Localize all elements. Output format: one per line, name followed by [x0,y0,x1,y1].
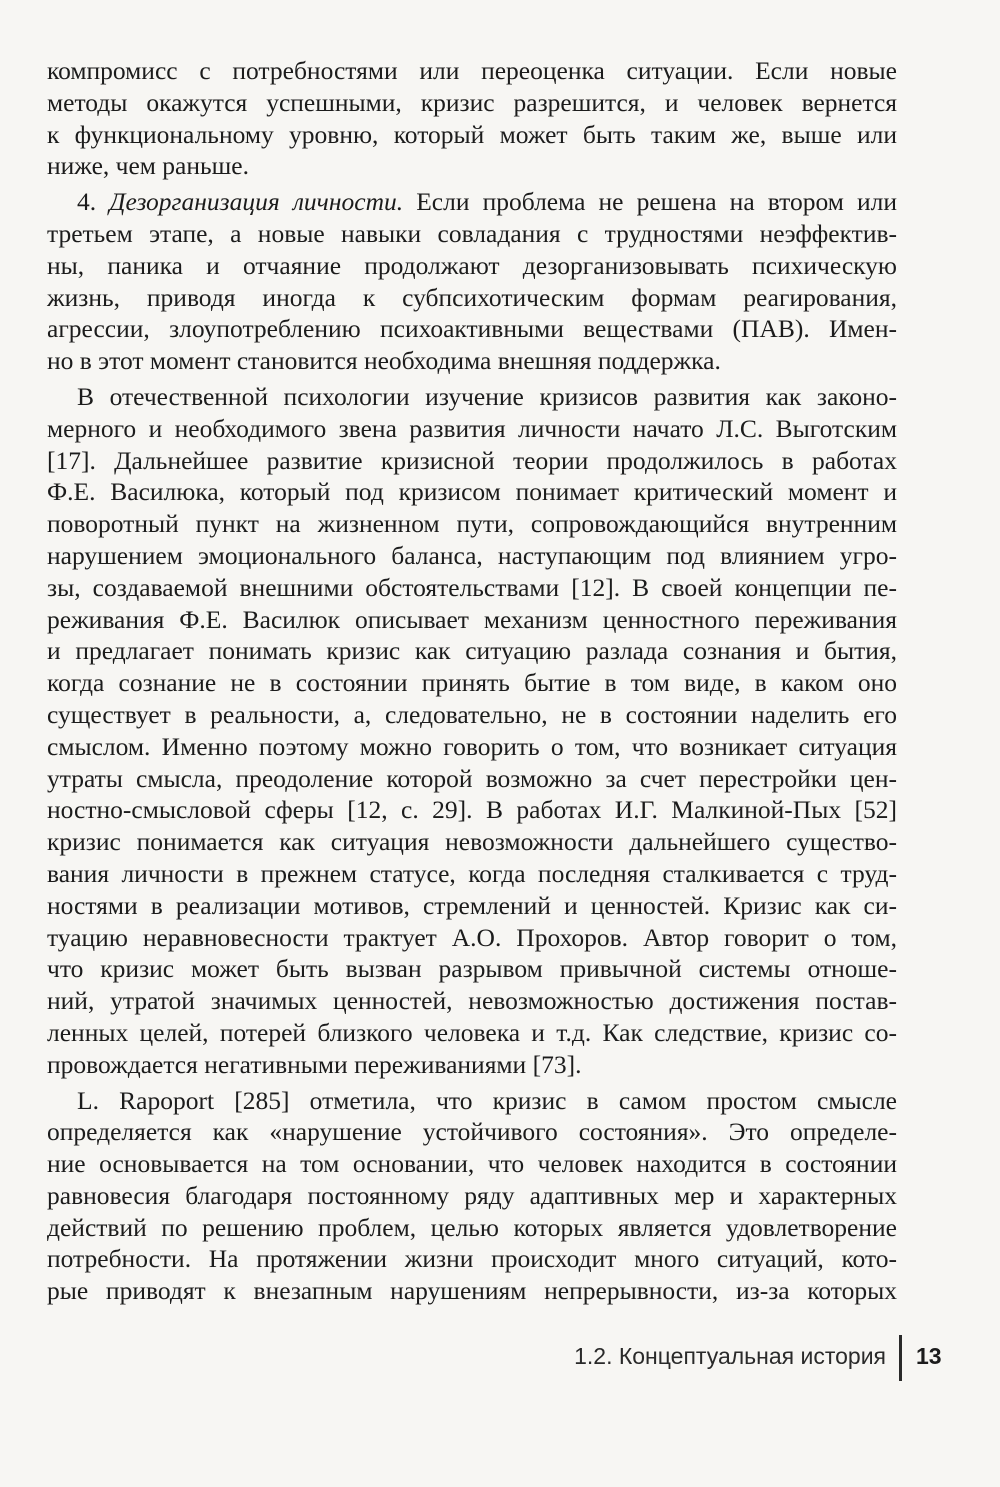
text-line: утраты смысла, преодоление которой возможно за счет перестройки цен- [47,763,897,793]
text-line [47,186,897,218]
paragraph-2 [47,186,897,377]
text-line: В отечественной психологии изучение кризисов развития как законо- [77,381,897,411]
text-line: компромисс с потребностями или переоценка ситуации. Если новые [47,56,897,85]
text-line: равновесия благодаря постоянному ряду адаптивных мер и характерных [47,1180,897,1210]
text-line: третьем этапе, а новые навыки совладания с трудностями неэффектив- [47,218,897,248]
text-line: провождается негативными переживаниями [73]. [47,1049,582,1079]
page-footer [0,1335,1000,1381]
text-line: L. Rapoport [285] отметила, что кризис в самом простом смысле [77,1085,897,1115]
text-line: [17]. Дальнейшее развитие кризисной теории продолжилось в работах [47,445,897,475]
text-line: и предлагает понимать кризис как ситуацию разлада сознания и бытия, [47,636,897,666]
list-number: 4. [77,187,97,217]
paragraph-1 [47,55,897,182]
text-line: ний, утратой значимых ценностей, невозможностью достижения постав- [47,986,897,1016]
text-line: поворотный пункт на жизненном пути, сопровождающийся внутренним [47,509,897,539]
text-line: ностно-смысловой сферы [12, с. 29]. В работах И.Г. Малкиной-Пых [52] [47,795,897,825]
text-line: потребности. На протяжении жизни происходит много ситуаций, кото- [47,1244,897,1274]
body-text [47,55,897,1311]
text-line: ностями в реализации мотивов, стремлений и ценностей. Кризис как си- [47,890,897,920]
text-line: зы, создаваемой внешними обстоятельствами [12]. В своей концепции пе- [47,572,897,602]
text-line: ны, паника и отчаяние продолжают дезорганизовывать психическую [47,250,897,280]
text-line: что кризис может быть вызван разрывом привычной системы отноше- [47,954,897,984]
text-line: ние основывается на том основании, что человек находится в состоянии [47,1149,897,1179]
text-line-rest: Если проблема не решена на втором или [416,187,897,217]
text-line: мерного и необходимого звена развития личности начато Л.С. Выготским [47,413,897,443]
text-line: агрессии, злоупотреблению психоактивными веществами (ПАВ). Имен- [47,314,897,344]
paragraph-4 [47,1085,897,1308]
text-line: когда сознание не в состоянии принять бытие в том виде, в каком оно [47,668,897,698]
text-line: к функциональному уровню, который может быть таким же, выше или [47,119,897,149]
text-line: вания личности в прежнем статусе, когда последняя сталкивается с труд- [47,858,897,888]
text-line: нарушением эмоционального баланса, наступающим под влиянием угро- [47,540,897,570]
text-line: ниже, чем раньше. [47,151,249,181]
text-line: определяется как «нарушение устойчивого состояния». Это определе- [47,1117,897,1147]
text-line: методы окажутся успешными, кризис разрешится, и человек вернется [47,87,897,117]
text-line: Ф.Е. Василюка, который под кризисом понимает критический момент и [47,477,897,507]
text-line: существует в реальности, а, следовательно, не в состоянии наделить его [47,699,897,729]
text-line: жизнь, приводя иногда к субпсихотическим формам реагирования, [47,282,897,312]
text-line: туацию неравновесности трактует А.О. Прохоров. Автор говорит о том, [47,922,897,952]
text-line: действий по решению проблем, целью которых является удовлетворение [47,1212,897,1242]
text-line: рые приводят к внезапным нарушениям непрерывности, из-за которых [47,1276,897,1306]
text-line: ленных целей, потерей близкого человека и т.д. Как следствие, кризис со- [47,1017,897,1047]
italic-term: Дезорганизация личности. [109,187,404,217]
text-line: реживания Ф.Е. Василюк описывает механизм ценностного переживания [47,604,897,634]
text-line: но в этот момент становится необходима внешняя поддержка. [47,346,721,376]
text-line: кризис понимается как ситуация невозможности дальнейшего существо- [47,827,897,857]
text-line: смыслом. Именно поэтому можно говорить о том, что возникает ситуация [47,731,897,761]
page-number: 13 [916,1343,942,1369]
paragraph-3 [47,381,897,1081]
footer-divider [899,1335,902,1381]
running-head: 1.2. Концептуальная история [574,1343,886,1369]
